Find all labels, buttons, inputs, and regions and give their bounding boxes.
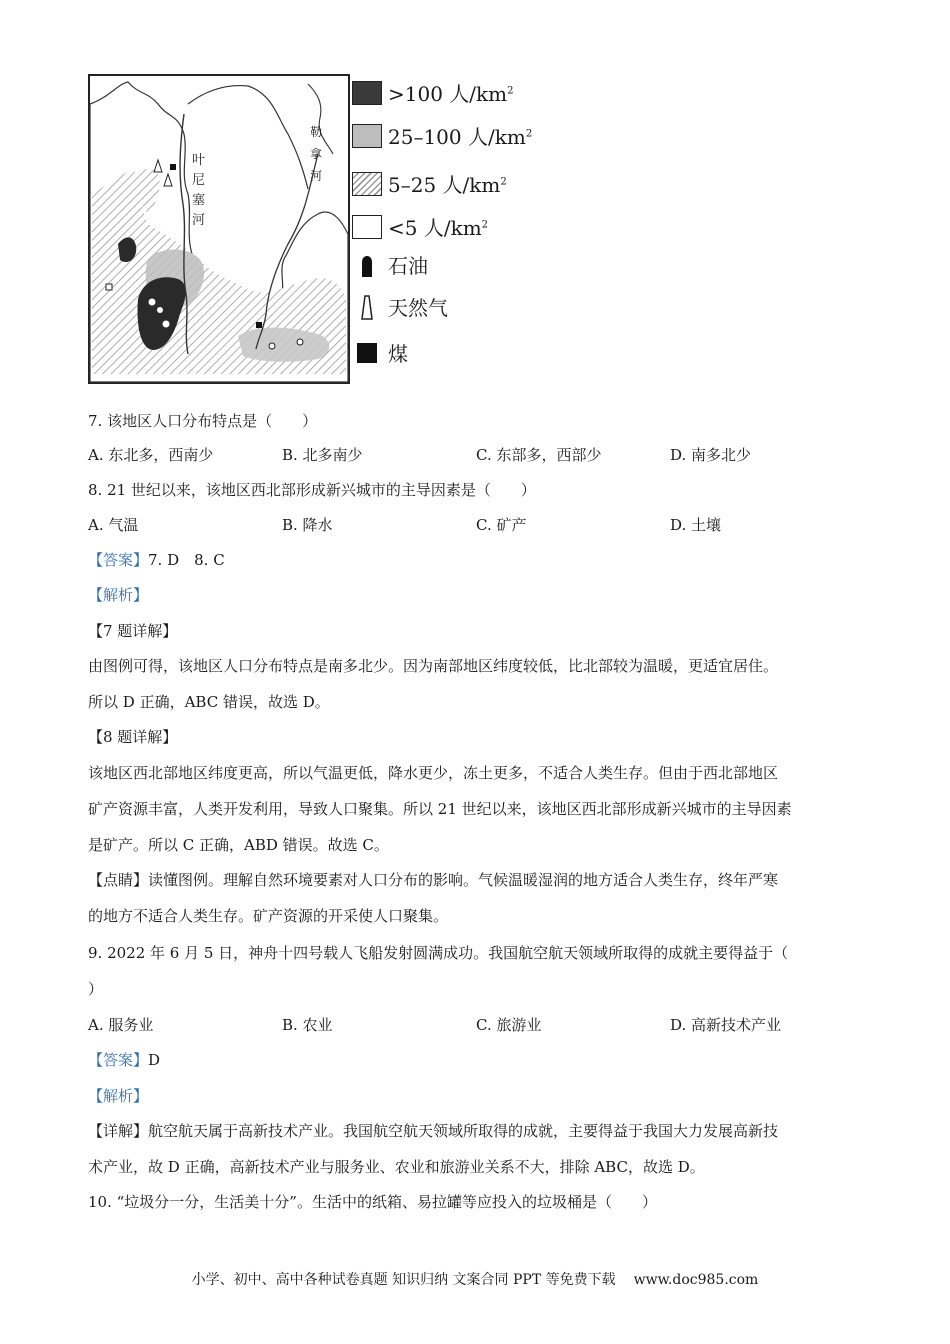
q7-option-a: A. 东北多，西南少 <box>88 446 214 464</box>
q7-option-b: B. 北多南少 <box>282 446 363 464</box>
detail8-title: 【8 题详解】 <box>88 728 178 746</box>
river-label-lena: 勒拿河 <box>310 125 323 183</box>
q10-stem: 10. “垃圾分一分，生活美十分”。生活中的纸箱、易拉罐等应投入的垃圾桶是（ ） <box>88 1193 657 1211</box>
detail7-line-1: 由图例可得，该地区人口分布特点是南多北少。因为南部地区纬度较低，比北部较为温暖，更适宜居住。 <box>88 657 779 675</box>
detail7-line-2: 所以 D 正确，ABC 错误，故选 D。 <box>88 693 330 711</box>
legend-item-oil: 石油 <box>352 250 428 279</box>
population-map <box>88 74 350 384</box>
point-line-2: 的地方不适合人类生存。矿产资源的开采使人口聚集。 <box>88 907 449 925</box>
q8-option-d: D. 土壤 <box>670 516 722 534</box>
detail8-line-3: 是矿产。所以 C 正确，ABD 错误。故选 C。 <box>88 836 389 854</box>
q9-option-d: D. 高新技术产业 <box>670 1016 782 1034</box>
detail9-line-1: 【详解】航空航天属于高新技术产业。我国航空航天领域所取得的成就，主要得益于我国大力发展高新技 <box>88 1122 779 1140</box>
river-label-yenisei: 叶尼塞河 <box>192 153 206 228</box>
answer-7-8: 【答案】7. D 8. C <box>88 551 225 569</box>
legend-swatch-gray <box>352 124 382 148</box>
q9-option-a: A. 服务业 <box>88 1016 154 1034</box>
legend-item-white: <5 人$/km^2$ <box>352 212 488 241</box>
detail7-title: 【7 题详解】 <box>88 622 178 640</box>
answer-9: 【答案】D <box>88 1051 161 1069</box>
legend-swatch-white <box>352 215 382 239</box>
q9-option-c: C. 旅游业 <box>476 1016 542 1034</box>
legend-swatch-dense <box>352 81 382 105</box>
q7-option-d: D. 南多北少 <box>670 446 752 464</box>
q7-stem: 7. 该地区人口分布特点是（ ） <box>88 412 318 430</box>
legend-item-dense: >100 人$/km^2$ <box>352 78 514 107</box>
q7-option-c: C. 东部多，西部少 <box>476 446 602 464</box>
detail8-line-1: 该地区西北部地区纬度更高，所以气温更低，降水更少，冻土更多，不适合人类生存。但由于西北部地区 <box>88 764 779 782</box>
detail8-line-2: 矿产资源丰富，人类开发利用，导致人口聚集。所以 21 世纪以来，该地区西北部形成新兴城市的主导因素 <box>88 800 792 818</box>
legend-swatch-hatch <box>352 172 382 196</box>
q8-option-a: A. 气温 <box>88 516 139 534</box>
oil-icon <box>352 252 382 278</box>
analysis-label-2: 【解析】 <box>88 1087 149 1105</box>
q8-option-b: B. 降水 <box>282 516 333 534</box>
point-line-1: 【点睛】读懂图例。理解自然环境要素对人口分布的影响。气候温暖湿润的地方适合人类生存，终年严寒 <box>88 871 779 889</box>
footer-site-link[interactable]: www.doc985.com <box>633 1272 759 1288</box>
gas-icon <box>352 293 382 321</box>
detail9-line-2: 术产业，故 D 正确，高新技术产业与服务业、农业和旅游业关系不大，排除 ABC，故选 D。 <box>88 1158 705 1176</box>
q8-stem: 8. 21 世纪以来，该地区西北部形成新兴城市的主导因素是（ ） <box>88 481 536 499</box>
legend-item-coal: 煤 <box>352 338 408 367</box>
analysis-label-1: 【解析】 <box>88 586 149 604</box>
footer-text: 小学、初中、高中各种试卷真题 知识归纳 文案合同 PPT 等免费下载 <box>191 1272 616 1288</box>
map-drawing <box>88 74 350 384</box>
q9-stem-line-1: 9. 2022 年 6 月 5 日，神舟十四号载人飞船发射圆满成功。我国航空航天领域所取得的成就主要得益于（ <box>88 944 789 962</box>
page-footer <box>0 1269 950 1289</box>
q9-option-b: B. 农业 <box>282 1016 333 1034</box>
coal-icon <box>352 342 382 364</box>
q8-option-c: C. 矿产 <box>476 516 527 534</box>
legend-item-gray: 25–100 人$/km^2$ <box>352 121 532 150</box>
legend-item-hatch: 5–25 人$/km^2$ <box>352 169 507 198</box>
q9-stem-line-2: ） <box>88 980 104 998</box>
legend-item-gas: 天然气 <box>352 292 448 321</box>
